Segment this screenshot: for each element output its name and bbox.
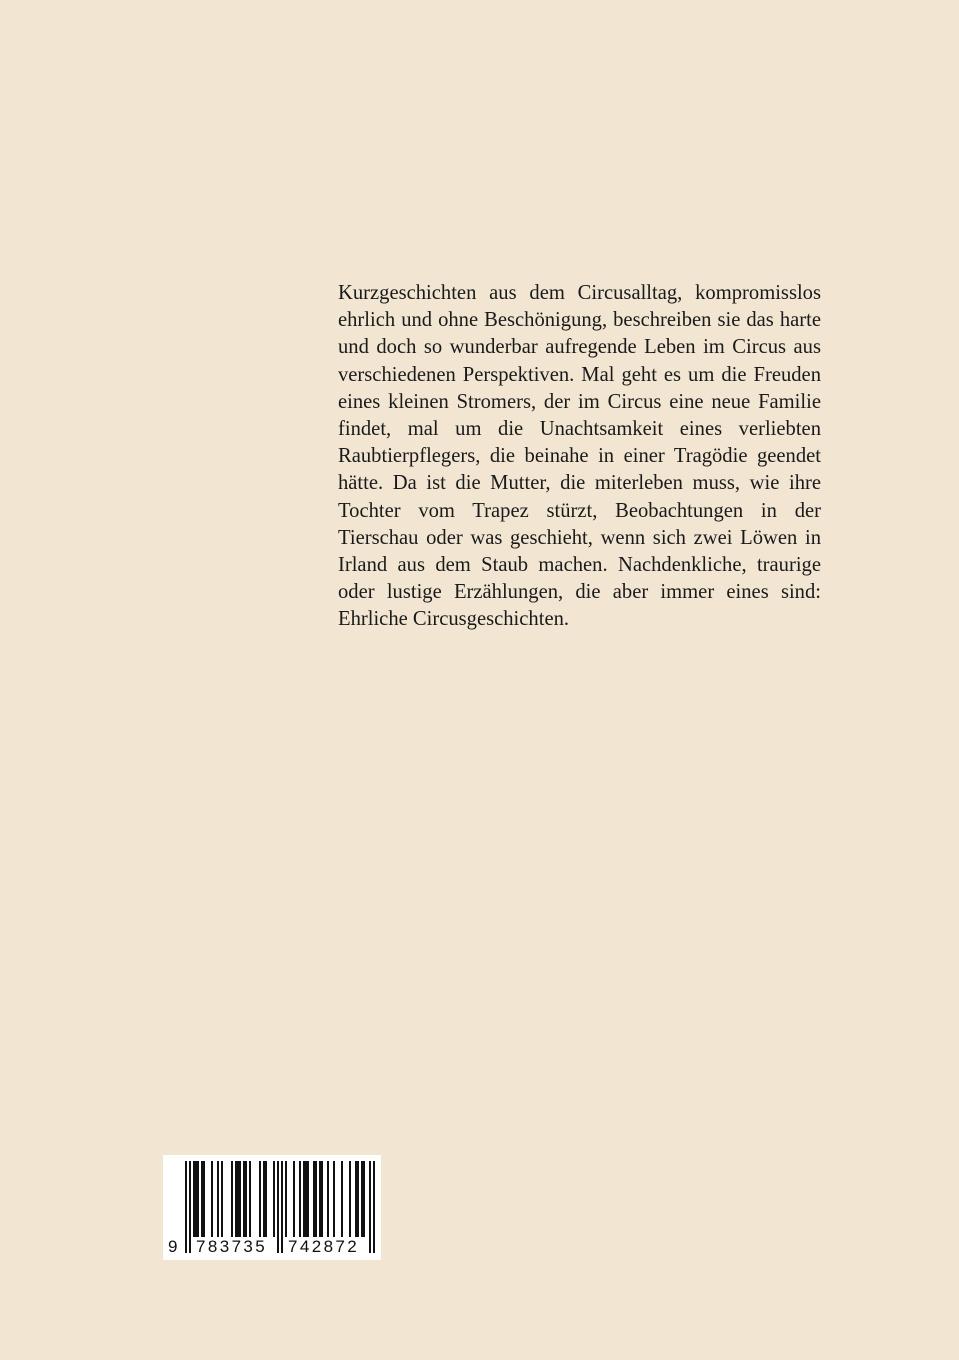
blurb-line: Kurzgeschichten aus dem Circusalltag, kompromisslos — [338, 282, 821, 304]
barcode-bar — [307, 1161, 309, 1237]
barcode-bar — [313, 1161, 315, 1237]
blurb-line: Raubtierpflegers, die beinahe in einer Tragödie geendet — [338, 445, 821, 468]
barcode-bar — [249, 1161, 251, 1237]
barcode-bar — [195, 1161, 197, 1237]
barcode-bar — [277, 1161, 279, 1253]
barcode-bar — [321, 1161, 323, 1237]
blurb-line: und doch so wunderbar aufregende Leben im Circus aus — [338, 336, 821, 359]
barcode-bar — [217, 1161, 219, 1237]
barcode-bar — [243, 1161, 245, 1237]
blurb-line: verschiedenen Perspektiven. Mal geht es um die Freuden — [338, 363, 821, 386]
back-cover-blurb — [338, 280, 821, 634]
blurb-line: oder lustige Erzählungen, die aber immer eines sind: — [338, 581, 821, 604]
barcode-bar — [231, 1161, 233, 1237]
barcode-bar — [285, 1161, 287, 1237]
blurb-line: Tierschau oder was geschieht, wenn sich zwei Löwen in — [338, 526, 821, 549]
barcode-bar — [265, 1161, 267, 1237]
barcode-bar — [319, 1161, 321, 1237]
barcode-bar — [189, 1161, 191, 1253]
barcode-bar — [263, 1161, 265, 1237]
barcode-bar — [369, 1161, 371, 1253]
barcode-bar — [355, 1161, 357, 1237]
barcode-bar — [293, 1161, 295, 1237]
isbn-barcode — [163, 1155, 381, 1260]
blurb-line: Irland aus dem Staub machen. Nachdenkliche, traurige — [338, 554, 821, 577]
barcode-bar — [211, 1161, 213, 1237]
barcode-bar — [239, 1161, 241, 1237]
barcode-bar — [221, 1161, 223, 1237]
barcode-bar — [197, 1161, 199, 1237]
barcode-bar — [327, 1161, 329, 1237]
barcode-bar — [333, 1161, 335, 1237]
blurb-line: ehrlich und ohne Beschönigung, beschreiben sie das harte — [338, 309, 821, 332]
barcode-bar — [203, 1161, 205, 1237]
barcode-bar — [303, 1161, 305, 1237]
blurb-line: eines kleinen Stromers, der im Circus eine neue Familie — [338, 390, 821, 413]
barcode-bar — [273, 1161, 275, 1237]
barcode-bar — [363, 1161, 365, 1237]
barcode-bar — [245, 1161, 247, 1237]
barcode-bar — [235, 1161, 237, 1237]
barcode-bar — [315, 1161, 317, 1237]
barcode-bar — [193, 1161, 195, 1237]
barcode-first-digit: 9 — [168, 1237, 178, 1256]
barcode-bar — [341, 1161, 343, 1237]
barcode-bar — [259, 1161, 261, 1237]
barcode-bar — [237, 1161, 239, 1237]
barcode-bar — [201, 1161, 203, 1237]
barcode-bar — [349, 1161, 351, 1237]
barcode-bar — [299, 1161, 301, 1237]
blurb-line: Tochter vom Trapez stürzt, Beobachtungen in der — [338, 499, 821, 522]
barcode-right-digits: 742872 — [288, 1237, 360, 1256]
barcode-bar — [373, 1161, 375, 1253]
barcode-left-digits: 783735 — [196, 1237, 268, 1256]
blurb-line: Ehrliche Circusgeschichten. — [338, 608, 570, 631]
barcode-bar — [361, 1161, 363, 1237]
blurb-line: hätte. Da ist die Mutter, die miterleben muss, wie ihre — [338, 472, 821, 495]
blurb-line: findet, mal um die Unachtsamkeit eines verliebten — [338, 418, 821, 441]
barcode-bar — [305, 1161, 307, 1237]
barcode-bar — [281, 1161, 283, 1253]
barcode-bar — [357, 1161, 359, 1237]
barcode-bar — [185, 1161, 187, 1253]
